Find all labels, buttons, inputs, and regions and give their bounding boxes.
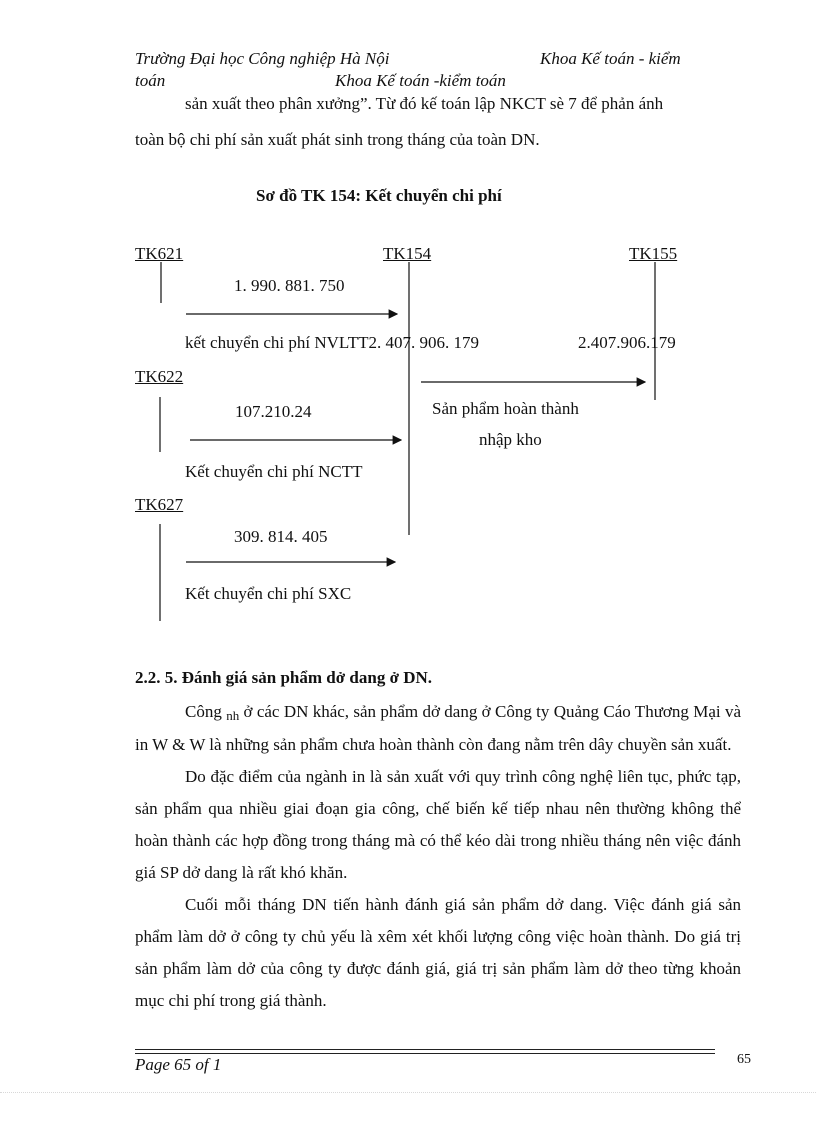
account-tk622: TK622 [135,367,184,386]
paragraph-1-small-text: nh [226,708,240,723]
account-tk627: TK627 [135,495,184,514]
label-finished-line-1: Sản phẩm hoàn thành [432,399,579,418]
page-bottom-divider [0,1092,816,1093]
paragraph-1 [135,696,741,761]
label-621: kết chuyển chi phí NVLTT2. 407. 906. 179 [185,333,479,352]
section-heading: 2.2. 5. Đánh giá sản phẩm dở dang ở DN. [135,668,433,687]
diagram-title: Sơ đồ TK 154: Kết chuyển chi phí [256,186,502,205]
amount-621: 1. 990. 881. 750 [234,276,345,295]
footer-rule-bottom [135,1053,715,1054]
label-finished-line-2: nhập kho [479,430,542,449]
header-department-cont: toán [135,71,166,90]
footer-page-label: Page 65 of 1 [135,1055,222,1074]
amount-627: 309. 814. 405 [234,527,328,546]
intro-line-2: toàn bộ chi phí sản xuất phát sinh trong tháng của toàn DN. [135,130,540,149]
header-department: Khoa Kế toán - kiểm [540,49,681,68]
header-school: Trường Đại học Công nghiệp Hà Nội [135,49,390,68]
header-department-center: Khoa Kế toán -kiểm toán [335,71,506,90]
footer-page-number: 65 [737,1052,751,1067]
intro-line-1: sản xuất theo phân xưởng”. Từ đó kế toán lập NKCT sè 7 để phản ánh [185,94,664,113]
account-tk621: TK621 [135,244,184,263]
label-627: Kết chuyển chi phí SXC [185,584,352,603]
paragraph-1-start: Công [185,702,222,721]
account-tk155: TK155 [629,244,678,263]
paragraph-1-rest: ở các DN khác, sản phẩm dở dang ở Công ty Quảng Cáo Thương Mại và in W & W là những sản phẩm chưa hoàn thành còn đang nằm trên dây chuyền sản xuất. [135,702,741,754]
amount-155: 2.407.906.179 [578,333,676,352]
paragraph-2: Do đặc điểm của ngành in là sản xuất với quy trình công nghệ liên tục, phức tạp, sản phẩm qua nhiều giai đoạn gia công, chế biến kế tiếp nhau nên thường không thể hoàn thành các hợp đồng trong tháng mà có thể kéo dài trong nhiều tháng nên việc đánh giá SP dở dang là rất khó khăn. [135,767,741,882]
label-622: Kết chuyển chi phí NCTT [185,462,363,481]
amount-622: 107.210.24 [235,402,312,421]
paragraph-3: Cuối mỗi tháng DN tiến hành đánh giá sản phẩm dở dang. Việc đánh giá sản phẩm làm dở ở công ty chủ yếu là xêm xét khối lượng công việc hoàn thành. Do giá trị sản phẩm làm dở của công ty được đánh giá, giá trị sản phẩm làm dở theo từng khoản mục chi phí trong giá thành. [135,895,741,1010]
footer-rule-top [135,1049,715,1050]
account-tk154: TK154 [383,244,432,263]
section-body [135,696,741,1017]
